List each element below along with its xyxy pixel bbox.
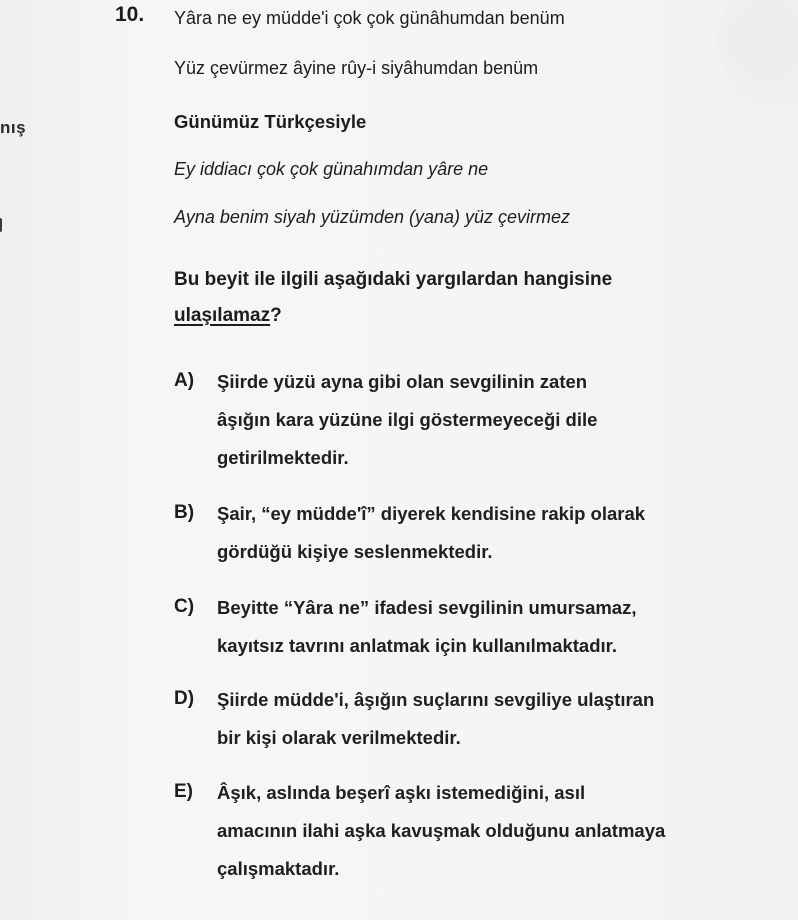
- translation-heading: Günümüz Türkçesiyle: [174, 111, 367, 132]
- option-b-line-2[interactable]: gördüğü kişiye seslenmektedir.: [217, 541, 493, 562]
- couplet-line-2: Yüz çevürmez âyine rûy-i siyâhumdan benüm: [174, 58, 539, 78]
- option-d-line-1[interactable]: Şiirde müdde'i, âşığın suçlarını sevgiliye ulaştıran: [217, 689, 655, 710]
- option-a-line-2[interactable]: âşığın kara yüzüne ilgi göstermeyeceği dile: [217, 409, 598, 430]
- translation-line-2: Ayna benim siyah yüzümden (yana) yüz çevirmez: [174, 207, 571, 227]
- option-a-line-3[interactable]: getirilmektedir.: [217, 447, 349, 468]
- question-number: 10.: [115, 3, 145, 26]
- option-b-letter[interactable]: B): [174, 502, 195, 523]
- translation-line-1: Ey iddiacı çok çok günahımdan yâre ne: [174, 159, 489, 179]
- option-c-line-1[interactable]: Beyitte “Yâra ne” ifadesi sevgilinin umursamaz,: [217, 597, 637, 618]
- option-a-letter[interactable]: A): [174, 370, 195, 391]
- prompt-keyword-underlined: ulaşılamaz: [174, 305, 271, 326]
- option-b-line-1[interactable]: Şair, “ey müdde'î” diyerek kendisine rakip olarak: [217, 503, 646, 524]
- option-c-line-2[interactable]: kayıtsız tavrını anlatmak için kullanılmaktadır.: [217, 635, 617, 656]
- previous-column-fragment: nış: [0, 118, 27, 137]
- option-c-letter[interactable]: C): [174, 596, 195, 617]
- previous-column-mark: [0, 218, 2, 232]
- option-a-line-1[interactable]: Şiirde yüzü ayna gibi olan sevgilinin zaten: [217, 371, 588, 392]
- option-d-line-2[interactable]: bir kişi olarak verilmektedir.: [217, 727, 461, 748]
- question-prompt-line-2: [174, 305, 282, 327]
- option-e-line-2[interactable]: amacının ilahi aşka kavuşmak olduğunu anlatmaya: [217, 820, 666, 841]
- prompt-question-mark: ?: [270, 305, 282, 326]
- option-e-line-1[interactable]: Âşık, aslında beşerî aşkı istemediğini, asıl: [217, 782, 586, 803]
- couplet-line-1: Yâra ne ey müdde'i çok çok günâhumdan benüm: [174, 8, 565, 28]
- option-e-letter[interactable]: E): [174, 781, 193, 802]
- question-prompt-line-1: Bu beyit ile ilgili aşağıdaki yargılardan hangisine: [174, 269, 613, 290]
- option-d-letter[interactable]: D): [174, 688, 195, 709]
- option-e-line-3[interactable]: çalışmaktadır.: [217, 858, 340, 879]
